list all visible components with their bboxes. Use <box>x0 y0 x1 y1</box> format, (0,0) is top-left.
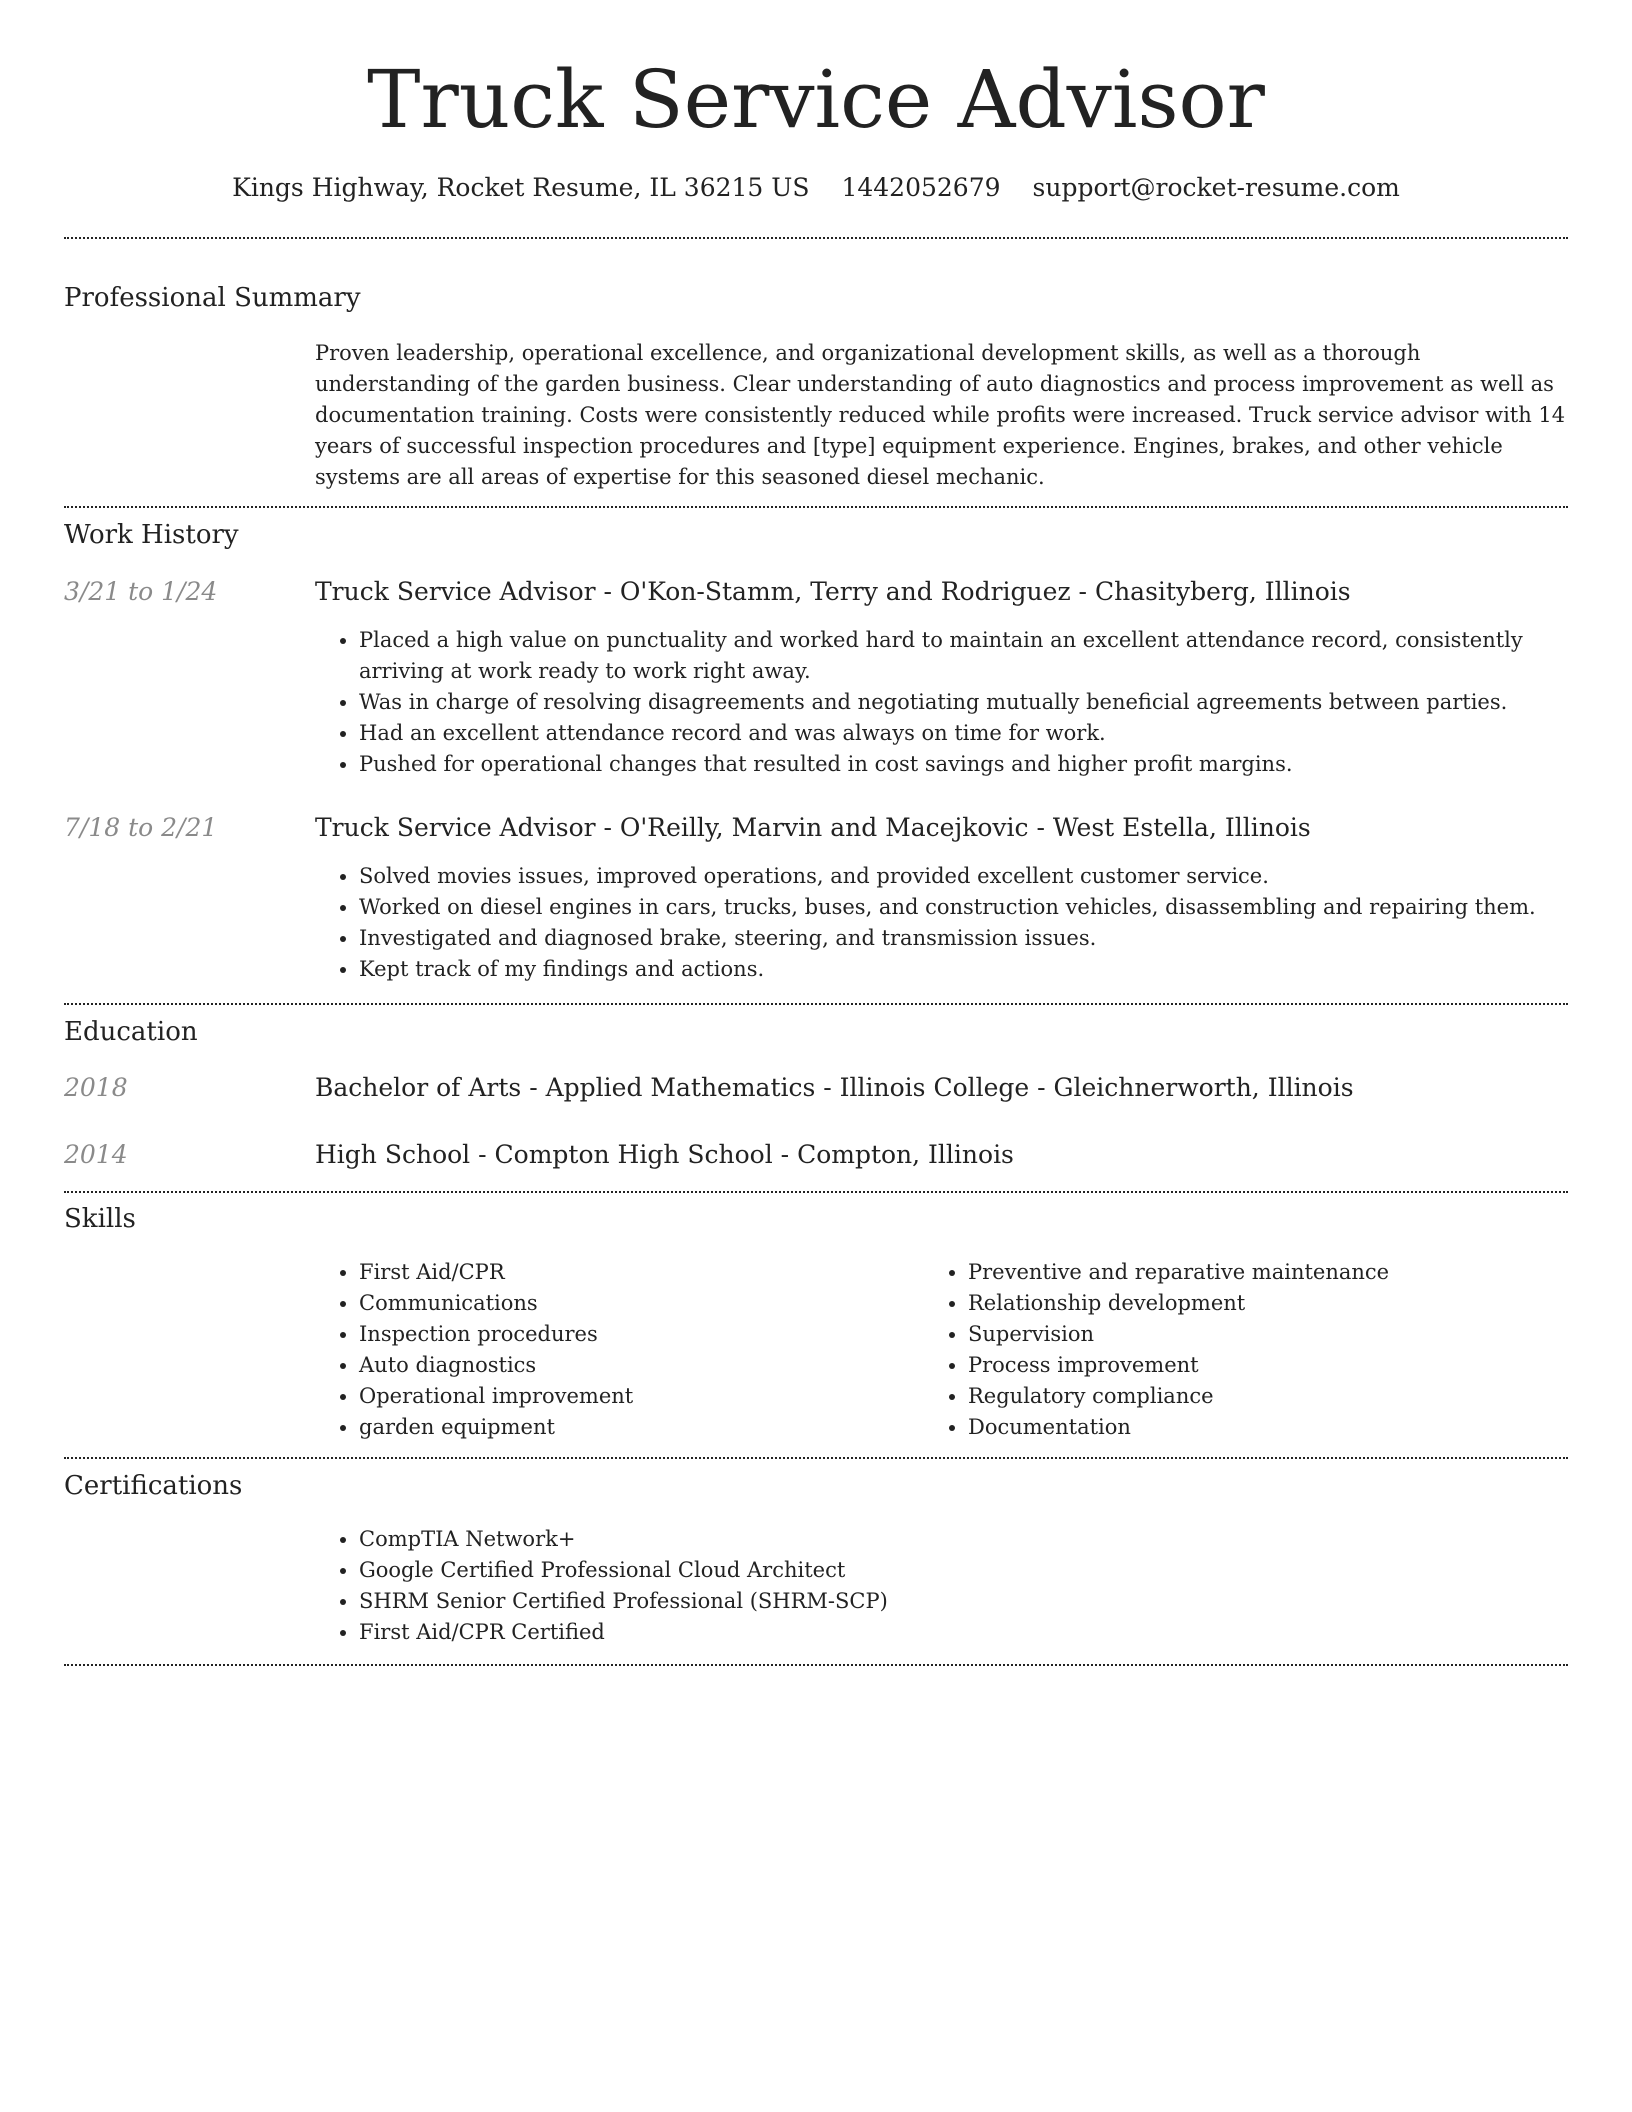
list-item: • Was in charge of resolving disagreements and negotiating mutually beneficial agreements between parties. <box>359 687 1568 718</box>
job-dates: 3/21 to 1/24 <box>64 577 218 606</box>
certifications-heading: Certifications <box>64 1471 243 1501</box>
section-divider <box>64 1457 1568 1459</box>
education-heading: Education <box>64 1017 198 1047</box>
list-item: • Process improvement <box>968 1350 1524 1381</box>
section-divider <box>64 237 1568 239</box>
list-item: • Documentation <box>968 1412 1524 1443</box>
summary-text: Proven leadership, operational excellence, and organizational development skills, as well as a thorough understanding of the garden business. Clear understanding of auto diagnostics and process improvement as well as documentation training. Costs were consistently reduced while profits were increased. Truck service advisor with 14 years of successful inspection procedures and [type] equipment experience. Engines, brakes, and other vehicle systems are all areas of expertise for this seasoned diesel mechanic. <box>315 341 1566 489</box>
section-divider <box>64 1664 1568 1666</box>
list-item: • Communications <box>359 1288 915 1319</box>
job-title: Truck Service Advisor - O'Kon-Stamm, Terry and Rodriguez - Chasityberg, Illinois <box>315 577 1351 606</box>
list-item: • Worked on diesel engines in cars, trucks, buses, and construction vehicles, disassembling and repairing them. <box>359 892 1568 923</box>
list-item: • Auto diagnostics <box>359 1350 915 1381</box>
list-item: • Pushed for operational changes that resulted in cost savings and higher profit margins. <box>359 749 1568 780</box>
list-item: • Kept track of my findings and actions. <box>359 954 1568 985</box>
certifications-list <box>315 1524 1568 1648</box>
resume-name: Truck Service Advisor <box>367 53 1265 146</box>
education-entry: Bachelor of Arts - Applied Mathematics - Illinois College - Gleichnerworth, Illinois <box>315 1073 1354 1102</box>
list-item: • Supervision <box>968 1319 1524 1350</box>
education-year: 2014 <box>64 1140 128 1169</box>
skills-list-left <box>315 1257 915 1443</box>
list-item: • Placed a high value on punctuality and worked hard to maintain an excellent attendance record, consistently arriving at work ready to work right away. <box>359 625 1568 687</box>
list-item: • First Aid/CPR <box>359 1257 915 1288</box>
job-title: Truck Service Advisor - O'Reilly, Marvin and Macejkovic - West Estella, Illinois <box>315 813 1311 842</box>
job-dates: 7/18 to 2/21 <box>64 813 218 842</box>
summary-heading: Professional Summary <box>64 283 361 313</box>
list-item: • Google Certified Professional Cloud Architect <box>359 1555 1568 1586</box>
skills-heading: Skills <box>64 1204 136 1234</box>
skills-list-right <box>924 1257 1524 1443</box>
list-item: • Investigated and diagnosed brake, steering, and transmission issues. <box>359 923 1568 954</box>
list-item: • garden equipment <box>359 1412 915 1443</box>
list-item: • Regulatory compliance <box>968 1381 1524 1412</box>
list-item: • Solved movies issues, improved operations, and provided excellent customer service. <box>359 861 1568 892</box>
education-entry: High School - Compton High School - Compton, Illinois <box>315 1140 1014 1169</box>
contact-line <box>64 170 1568 206</box>
list-item: • Relationship development <box>968 1288 1524 1319</box>
job-bullets <box>315 861 1568 985</box>
list-item: • Operational improvement <box>359 1381 915 1412</box>
list-item: • CompTIA Network+ <box>359 1524 1568 1555</box>
section-divider <box>64 506 1568 508</box>
work-history-heading: Work History <box>64 520 239 550</box>
list-item: • Inspection procedures <box>359 1319 915 1350</box>
list-item: • First Aid/CPR Certified <box>359 1617 1568 1648</box>
education-year: 2018 <box>64 1073 128 1102</box>
contact-email[interactable]: support@rocket-resume.com <box>1032 173 1400 202</box>
contact-phone: 1442052679 <box>841 173 1001 202</box>
contact-address: Kings Highway, Rocket Resume, IL 36215 US <box>232 173 810 202</box>
section-divider <box>64 1191 1568 1193</box>
list-item: • Preventive and reparative maintenance <box>968 1257 1524 1288</box>
list-item: • SHRM Senior Certified Professional (SHRM-SCP) <box>359 1586 1568 1617</box>
resume-page <box>64 0 1568 2112</box>
section-divider <box>64 1003 1568 1005</box>
list-item: • Had an excellent attendance record and was always on time for work. <box>359 718 1568 749</box>
job-bullets <box>315 625 1568 780</box>
